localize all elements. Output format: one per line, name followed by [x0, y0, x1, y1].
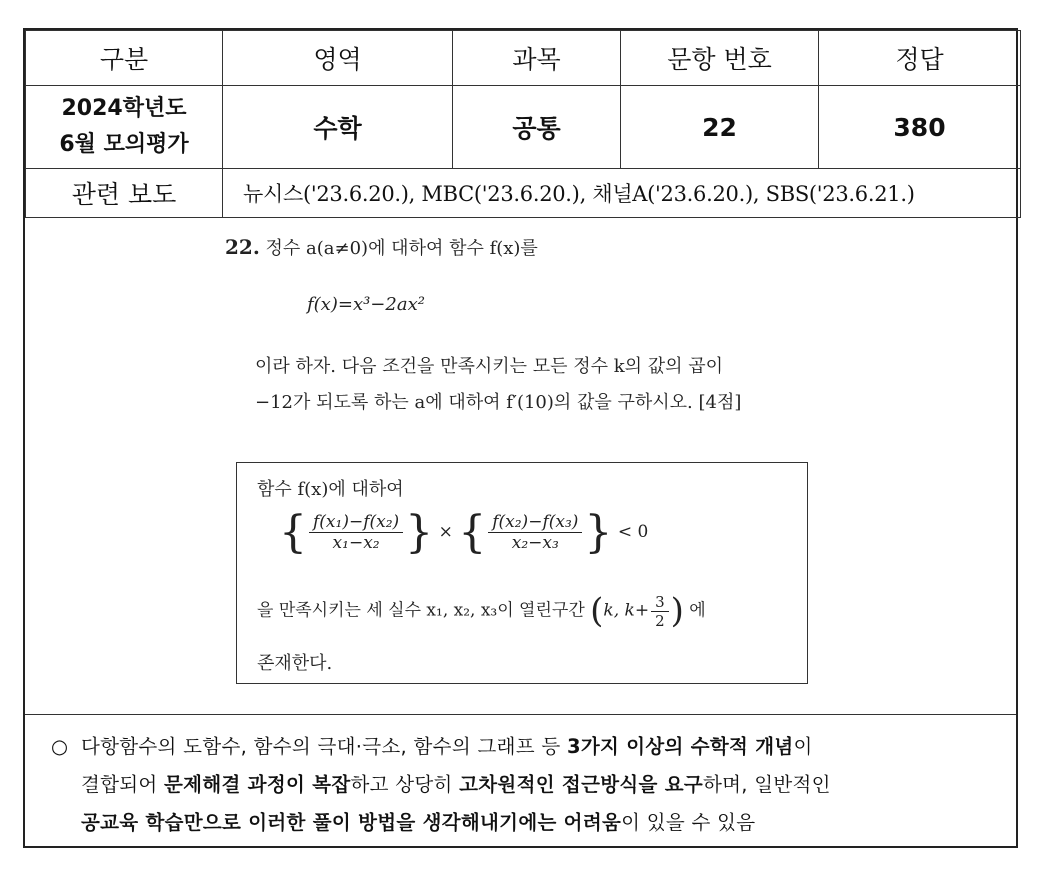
problem-area: [25, 218, 1016, 715]
fraction-1-denominator: x₁−x₂: [332, 533, 380, 553]
fraction-2-numerator: f(x₂)−f(x₃): [488, 512, 582, 533]
interval-fraction-numerator: 3: [651, 593, 669, 612]
problem-text-1: 이라 하자. 다음 조건을 만족시키는 모든 정수 k의 값의 곱이: [255, 356, 724, 377]
bullet-icon: ○: [51, 735, 69, 758]
condition-box: [236, 462, 808, 684]
header-subject: 과목: [453, 31, 621, 86]
commentary-3a: 공교육 학습만으로 이러한 풀이 방법을 생각해내기에는 어려움: [81, 811, 622, 834]
condition-text-a: 을 만족시키는 세 실수 x₁, x₂, x₃이 열린구간: [257, 600, 585, 621]
right-brace-1: }: [405, 507, 434, 558]
commentary-line-2: [51, 766, 1000, 804]
header-area: 영역: [223, 31, 453, 86]
interval-open-paren: (: [590, 591, 604, 631]
commentary-2b: 문제해결 과정이 복잡: [164, 773, 351, 796]
times-sign: ×: [438, 522, 453, 542]
interval-close-paren: ): [670, 591, 684, 631]
commentary-1b: 3가지 이상의 수학적 개념: [567, 735, 794, 758]
commentary-1c: 이: [793, 735, 813, 758]
condition-inequality: [279, 507, 648, 558]
interval-fraction: [651, 593, 669, 630]
header-answer: 정답: [819, 31, 1021, 86]
news-sources: 뉴시스('23.6.20.), MBC('23.6.20.), 채널A('23.6.20.), SBS('23.6.21.): [223, 169, 1021, 218]
news-row: [26, 169, 1021, 218]
commentary-2a: 결합되어: [81, 773, 165, 796]
exam-name-cell: [26, 86, 223, 169]
fraction-1: [309, 512, 403, 553]
interval-expression: k, k+: [603, 600, 650, 621]
right-brace-2: }: [584, 507, 613, 558]
exam-session: 6월 모의평가: [59, 132, 189, 157]
info-table: [25, 30, 1021, 218]
commentary: [25, 722, 1016, 842]
problem-text-2: −12가 되도록 하는 a에 대하여 f′(10)의 값을 구하시오. [4점]: [255, 392, 742, 413]
header-row: [26, 31, 1021, 86]
problem-formula: f(x)=x³−2ax²: [307, 294, 425, 315]
item-number-value: 22: [621, 86, 819, 169]
area-value: 수학: [223, 86, 453, 169]
left-brace-1: {: [279, 507, 307, 558]
fraction-2: [488, 512, 582, 553]
data-row: [26, 86, 1021, 169]
news-label: 관련 보도: [26, 169, 223, 218]
fraction-1-numerator: f(x₁)−f(x₂): [309, 512, 403, 533]
exam-year: 2024학년도: [61, 96, 187, 121]
condition-line-4: 존재한다.: [257, 653, 333, 674]
problem-intro: 정수 a(a≠0)에 대하여 함수 f(x)를: [265, 238, 538, 259]
header-category: 구분: [26, 31, 223, 86]
commentary-3b: 이 있을 수 있음: [621, 811, 756, 834]
condition-line-3: [257, 591, 706, 631]
condition-text-b: 에: [689, 600, 706, 621]
fraction-2-denominator: x₂−x₃: [511, 533, 559, 553]
inequality-sign: < 0: [617, 522, 649, 542]
interval-fraction-denominator: 2: [655, 611, 665, 630]
commentary-line-1: [51, 728, 1000, 766]
problem-intro-line: [225, 234, 538, 260]
commentary-2d: 고차원적인 접근방식을 요구: [459, 773, 703, 796]
subject-value: 공통: [453, 86, 621, 169]
answer-sheet: [23, 28, 1018, 848]
commentary-1a: 다항함수의 도함수, 함수의 극대·극소, 함수의 그래프 등: [81, 735, 567, 758]
header-item-number: 문항 번호: [621, 31, 819, 86]
commentary-line-3: [51, 804, 1000, 842]
left-brace-2: {: [458, 507, 487, 558]
commentary-2e: 하며, 일반적인: [702, 773, 831, 796]
answer-value: 380: [819, 86, 1021, 169]
problem-image: [225, 234, 865, 704]
problem-number: 22.: [225, 235, 260, 259]
condition-line-1: 함수 f(x)에 대하여: [257, 479, 404, 500]
commentary-2c: 하고 상당히: [350, 773, 460, 796]
